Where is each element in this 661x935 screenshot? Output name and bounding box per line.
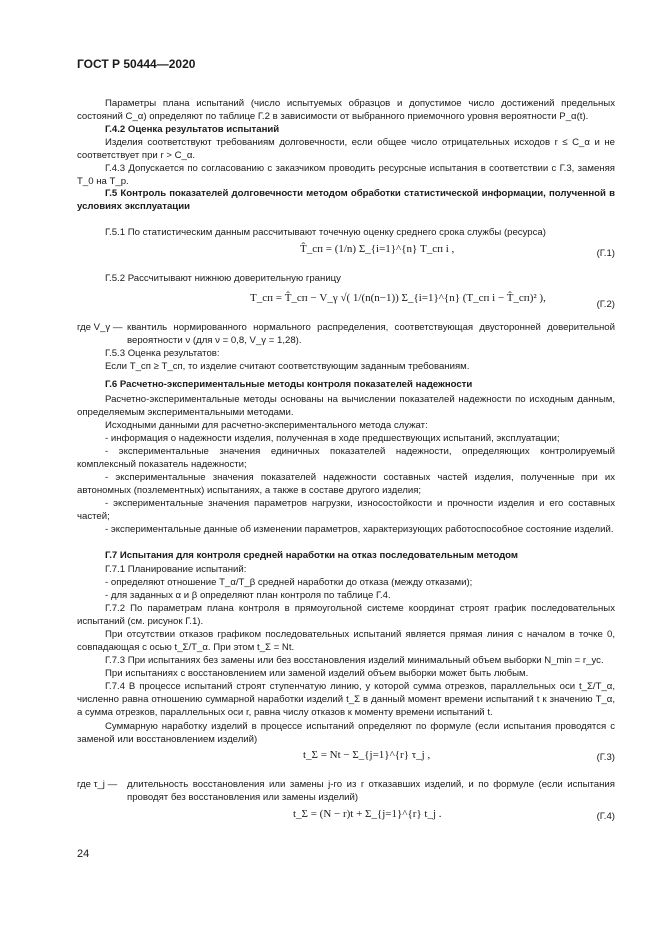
paragraph-g53-result: Если T_сп ≥ T_сп, то изделие считают соответствующим заданным требованиям. (105, 361, 470, 372)
list-item-g6-5: - экспериментальные данные об изменении параметров, характеризующих работоспособное состояние изделий. (105, 524, 614, 535)
section-g6-title: Г.6 Расчетно-экспериментальные методы контроля показателей надежности (105, 379, 473, 390)
paragraph-g43: Г.4.3 Допускается по согласованию с заказчиком проводить ресурсные испытания в соответствии с Г.3, заменяя T_0 на T_p. (77, 163, 615, 187)
formula-g3-text: t_Σ = Nt − Σ_{j=1}^{r} τ_j , (303, 749, 431, 761)
page-number: 24 (77, 848, 90, 860)
formula-g2 (250, 292, 546, 305)
formula-g4 (293, 808, 442, 821)
paragraph-g6-data: Исходными данными для расчетно-экспериментального метода служат: (105, 420, 428, 431)
where-block-tau (77, 778, 615, 804)
formula-g4-text: t_Σ = (N − r)t + Σ_{j=1}^{r} t_j . (293, 808, 442, 820)
paragraph-g72-b: При отсутствии отказов графиком последовательных испытаний является прямая линия с началом в точке 0, совпадающая с осью t_Σ/T_α. При этом t_Σ = Nt. (77, 629, 615, 653)
formula-g3 (303, 749, 430, 762)
paragraph-g42: Изделия соответствуют требованиям долговечности, если общее число отрицательных исходов r ≤ C_α и не соответствует при r > C_α. (77, 137, 615, 161)
where-label-vgamma: где V_γ — (77, 322, 123, 333)
section-g7-title: Г.7 Испытания для контроля средней наработки на отказ последовательным методом (105, 550, 519, 561)
paragraph-g71: Г.7.1 Планирование испытаний: (105, 564, 247, 575)
list-item-g6-4: - экспериментальные значения параметров нагрузки, износостойкости и прочности изделия и его составных частей; (77, 498, 615, 522)
paragraph-g53: Г.5.3 Оценка результатов: (105, 348, 220, 359)
equation-number-g2: (Г.2) (596, 299, 615, 310)
where-text-tau: длительность восстановления или замены j-го из r отказавших изделий, и по формуле (если испытания проводят без восстановления или замены изделий) (127, 779, 615, 803)
equation-number-g3: (Г.3) (596, 752, 615, 763)
paragraph-g74: Г.7.4 В процессе испытаний строят ступенчатую линию, у которой сумма отрезков, параллельных оси t_Σ/T_α, численно равна отношению суммарной наработки изделий t_Σ в данный момент времени испытаний t к значению T_α, а сумма отрезков, параллельных оси r, равна числу отказов к моменту времени испытаний t. (77, 681, 615, 718)
list-item-g6-3: - экспериментальные значения показателей надежности составных частей изделия, полученные при их автономных (позлементных) испытаниях, а также в составе другого изделия; (77, 472, 615, 496)
document-header: ГОСТ Р 50444—2020 (77, 57, 196, 71)
paragraph-g52: Г.5.2 Рассчитывают нижнюю доверительную границу (105, 273, 341, 284)
list-item-g6-2: - экспериментальные значения единичных показателей надежности, определяющих контролируемый комплексный показатель надежности; (77, 446, 615, 470)
paragraph-g51: Г.5.1 По статистическим данным рассчитывают точечную оценку среднего срока службы (ресурса) (105, 227, 546, 238)
paragraph-g6-intro: Расчетно-экспериментальные методы основаны на вычислении показателей надежности по исходным данным, определяемым экспериментальными методами. (77, 394, 615, 418)
formula-g2-text: T_сп = T̂_сп − V_γ √( 1/(n(n−1)) Σ_{i=1}^{n} (T_сп i − T̂_сп)² ), (250, 292, 546, 304)
equation-number-g4: (Г.4) (596, 811, 615, 822)
where-label-tau: где τ_j — (77, 779, 118, 790)
formula-g1 (300, 243, 454, 256)
section-g5-title: Г.5 Контроль показателей долговечности методом обработки статистической информации, полученной в условиях эксплуатации (77, 188, 615, 212)
paragraph-g74-b: Суммарную наработку изделий в процессе испытаний определяют по формуле (если испытания проводятся с заменой или восстановлением изделий) (77, 721, 615, 745)
paragraph-g4-params: Параметры плана испытаний (число испытуемых образцов и допустимое число достижений предельных состояний C_α) определяют по таблице Г.2 в зависимости от выбранного приемочного уровня вероятности P_α(t). (77, 98, 615, 122)
list-item-g6-1: - информация о надежности изделия, полученная в ходе предшествующих испытаний, эксплуатации; (105, 433, 560, 444)
section-g42-title: Г.4.2 Оценка результатов испытаний (105, 124, 280, 135)
paragraph-g72: Г.7.2 По параметрам плана контроля в прямоугольной системе координат строят график последовательных испытаний (см. рисунок Г.1). (77, 603, 615, 627)
equation-number-g1: (Г.1) (596, 248, 615, 259)
formula-g1-text: T̂_сп = (1/n) Σ_{i=1}^{n} T_сп i , (300, 243, 455, 255)
list-item-g71-b: - для заданных α и β определяют план контроля по таблице Г.4. (105, 590, 391, 601)
where-text-vgamma: квантиль нормированного нормального распределения, соответствующая двусторонней доверительной вероятности ν (для ν = 0,8, V_γ = 1,28). (127, 322, 615, 346)
list-item-g71-a: - определяют отношение T_α/T_β средней наработки до отказа (между отказами); (105, 577, 473, 588)
where-block-vgamma (77, 321, 615, 347)
paragraph-g73: Г.7.3 При испытаниях без замены или без восстановления изделий минимальный объем выборки N_min = r_ус. (105, 655, 604, 666)
paragraph-g73-b: При испытаниях с восстановлением или заменой изделий объем выборки может быть любым. (105, 668, 529, 679)
